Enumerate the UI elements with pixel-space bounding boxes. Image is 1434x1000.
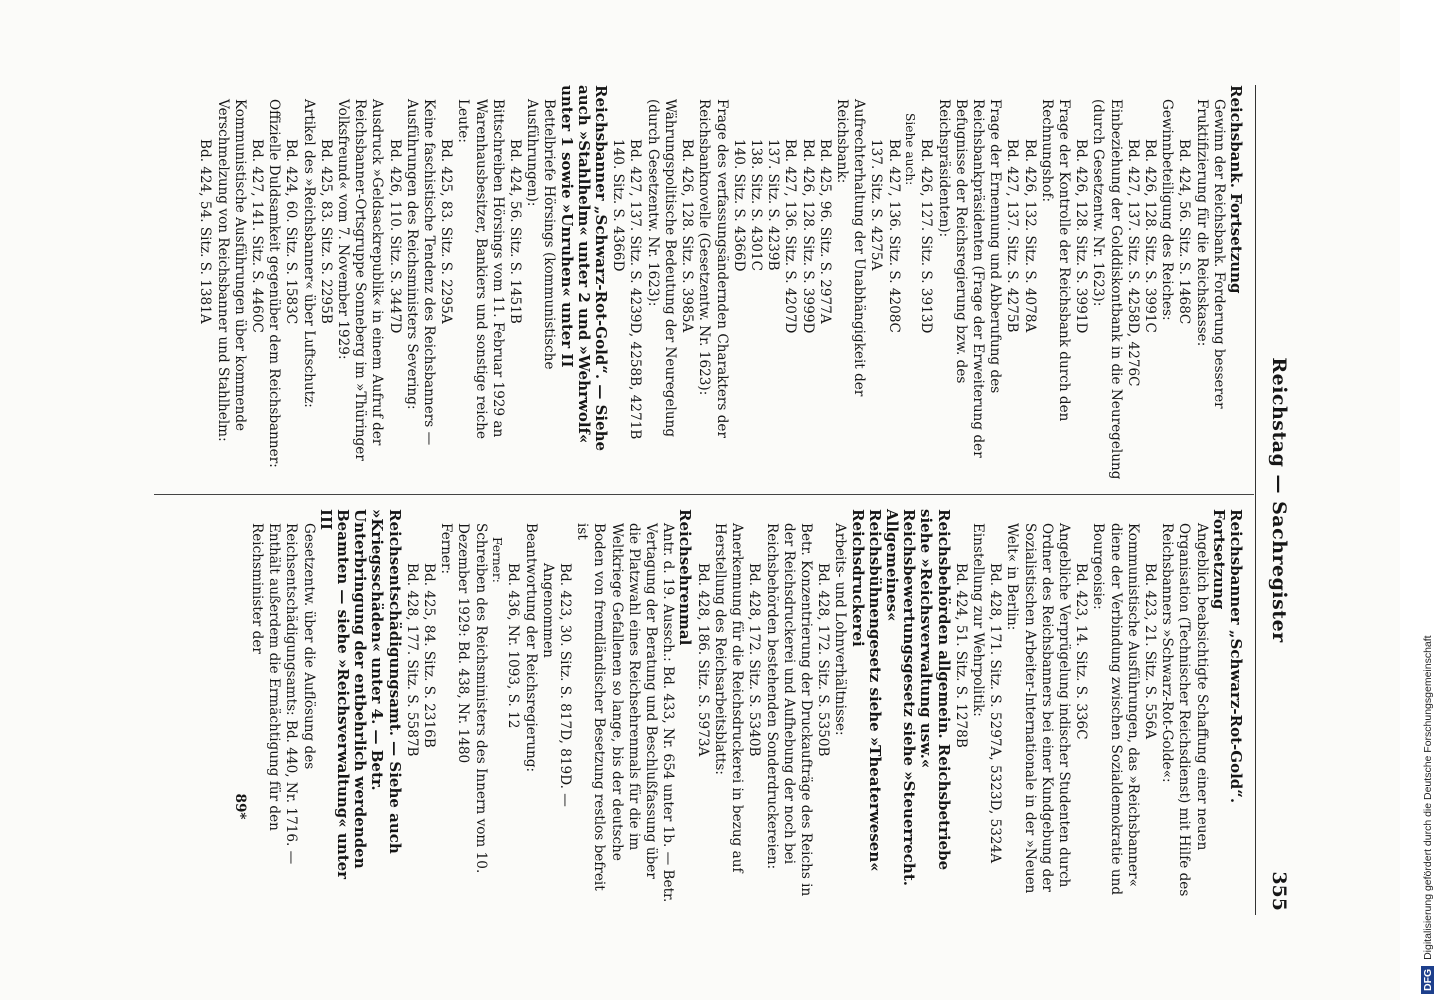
index-reference: Bd. 427, 136. Sitz. S. 4208C xyxy=(885,139,902,333)
rotated-page xyxy=(110,85,1290,915)
index-subentry: Keine faschistische Tendenz des Reichsbanners — Ausführungen des Reichsministers Severing: xyxy=(403,99,438,446)
index-reference: Bd. 424, 60. Sitz. S. 1583C xyxy=(283,139,300,325)
index-subentry: Frage der Kontrolle der Reichsbank durch den Rechnungshof: xyxy=(1038,99,1072,422)
index-reference: Bd. 425, 96. Sitz. S. 2977A xyxy=(816,139,833,324)
index-reference: Bd. 426, 128. Sitz. S. 3991C xyxy=(1141,139,1158,333)
header-rule xyxy=(1255,85,1256,915)
index-reference: 137. Sitz. S. 4239B xyxy=(765,139,782,271)
footer-mark: 89* xyxy=(231,793,248,820)
credit-text: Digitalisierung gefördert durch die Deutsche Forschungsgemeinschaft xyxy=(1422,635,1434,960)
index-reference: Bd. 424, 56. Sitz. S. 1468C xyxy=(1176,139,1193,325)
index-reference: Bd. 425, 83. Sitz. S. 2295A xyxy=(438,139,455,324)
index-subentry: Betr. Konzentrierung der Druckaufträge des Reichs in der Reichsdruckerei und Aufhebung der noch bei Reichsbehörden bestehenden Sonderdruckereien: xyxy=(763,523,814,897)
index-subentry: Antr. d. 19. Aussch.: Bd. 433, Nr. 654 unter 1b. — Betr. Vertagung der Beratung und Beschlußfassung über die Platzwahl eines Reichsehrenmals für die im Weltkriege Gefallenen so lange, bis der deutsche Boden von fremdländischer Besetzung restlos befreit ist xyxy=(574,523,677,903)
left-column xyxy=(196,85,1244,480)
index-subentry: Arbeits- und Lohnverhältnisse: xyxy=(832,523,849,736)
index-heading: Reichsbewertungsgesetz siehe »Steuerrecht. Allgemeines« xyxy=(882,509,919,886)
index-subentry: Einbeziehung der Golddiskontbank in die Neuregelung (durch Gesetzentw. Nr. 1623): xyxy=(1090,99,1124,480)
right-column xyxy=(231,509,1244,904)
index-reference: Bd. 423, 21. Sitz. S. 556A xyxy=(1141,563,1158,740)
index-reference: Bd. 427, 136. Sitz. S. 4207D xyxy=(782,139,799,334)
index-reference: Bd. 423, 14. Sitz. S. 336C xyxy=(1073,563,1090,740)
index-reference: Bd. 424, 54. Sitz. S. 1381A xyxy=(197,139,214,324)
index-subentry: Einstellung zur Wehrpolitik: xyxy=(969,523,986,717)
index-reference: Bd. 425, 84. Sitz. S. 2316B xyxy=(421,563,438,748)
index-subentry: Frage des verfassungsändernden Charakters der Reichsbanknovelle (Gesetzentw. Nr. 1623): xyxy=(696,99,730,438)
index-subentry: Kommunistische Ausführungen, das »Reichsbanner« diene der Verbindung zwischen Sozialdemokratie und Bourgeoisie: xyxy=(1090,523,1141,896)
index-reference: Bd. 426, 110. Sitz. S. 3447D xyxy=(386,139,403,334)
index-subentry: Ausdruck »Geldsackrepublik« in einem Aufruf der Reichsbanner-Ortsgruppe Sonneberg im »Thüringer Volksfreund« vom 7. November 1929: xyxy=(335,99,386,461)
index-subentry: Bettelbriefe Hörsings (kommunistische Ausführungen): xyxy=(524,99,558,370)
index-heading: Reichsdruckerei xyxy=(848,509,867,647)
index-subentry: Offizielle Duldsamkeit gegenüber dem Reichsbanner: xyxy=(266,99,283,468)
index-subentry: Aufrechterhaltung der Unabhängigkeit der Reichsbank: xyxy=(833,99,868,397)
index-heading: Reichsehrenmal xyxy=(676,509,695,646)
index-heading: Reichsbank. Fortsetzung xyxy=(1227,85,1245,294)
index-subentry: Angeblich beabsichtigte Schaffung einer neuen Organisation (Technischer Reichsdienst) mit Hilfe des Reichsbanners »Schwarz-Rot-Golde«: xyxy=(1159,523,1210,897)
index-subentry: Bittschreiben Hörsings vom 11. Februar 1929 an Warenhausbesitzer, Bankiers und sonstige reiche Leute: xyxy=(455,99,506,440)
dfg-logo: DFG xyxy=(1421,966,1434,994)
page-header xyxy=(1264,85,1290,915)
index-subentry: Beantwortung der Reichsregierung: xyxy=(522,523,539,773)
index-subentry: Artikel des »Reichsbanner« über Luftschutz: xyxy=(300,99,317,408)
index-reference: Bd. 426, 128. Sitz. S. 3991D xyxy=(1073,139,1090,334)
index-subentry: Kommunistische Ausführungen über kommende Verschmelzung von Reichsbanner und Stahlhelm: xyxy=(214,99,248,442)
index-reference: Bd. 427, 137. Sitz. S. 4275B xyxy=(1004,139,1021,333)
index-subentry: Ferner: xyxy=(490,537,505,583)
index-subentry: Gesetzentw. über die Auflösung des Reichsentschädigungsamts: Bd. 440, Nr. 1716. — Enthält außerdem die Ermächtigung für den Reichsminister der xyxy=(249,523,317,865)
index-reference: Bd. 424, 56. Sitz. S. 1451B xyxy=(507,139,524,324)
index-subentry: Siehe auch: xyxy=(903,113,918,186)
index-reference: Bd. 426, 127. Sitz. S. 3913D xyxy=(918,139,935,334)
index-subentry: Ferner: xyxy=(438,523,455,575)
index-reference: 140. Sitz. S. 4366D xyxy=(730,139,747,272)
index-heading: Reichsbanner „Schwarz-Rot-Gold“. — Siehe auch »Stahlhelm« unter 2 und »Wehrwolf« unter 1 sowie »Unruhen« unter II xyxy=(557,85,611,452)
index-reference: Bd. 423, 30. Sitz. S. 817D, 819D. — Angenommen xyxy=(539,563,574,807)
credit-text-line xyxy=(1421,6,1434,994)
index-reference: Bd. 426, 128. Sitz. S. 3999D xyxy=(799,139,816,334)
index-reference: Bd. 427, 137. Sitz. S. 4258D, 4276C xyxy=(1124,139,1141,387)
index-heading: Reichsbehörden allgemein. Reichsbetriebe siehe »Reichsverwaltung usw.« xyxy=(917,509,953,871)
index-reference: Bd. 426, 132. Sitz. S. 4078A xyxy=(1021,139,1038,333)
index-reference: Bd. 428, 172. Sitz. S. 5340B xyxy=(746,563,763,757)
index-reference: Bd. 428, 172. Sitz. S. 5350B xyxy=(815,563,832,757)
running-head: Reichstag — Sachregister xyxy=(1268,357,1290,643)
column-rule xyxy=(154,494,1254,495)
page-number: 355 xyxy=(1268,871,1290,911)
index-reference: Bd. 425, 83. Sitz. S. 2295B xyxy=(317,139,334,324)
index-subentry: Anerkennung für die Reichsdruckerei in bezug auf Herstellung des Reichsarbeitsblatts: xyxy=(711,523,746,873)
index-heading: Reichsbühnengesetz siehe »Theaterwesen« xyxy=(865,509,884,872)
index-reference: Bd. 427, 141. Sitz. S. 4460C xyxy=(249,139,266,333)
index-subentry: Frage der Ernennung und Abberufung des Reichsbankpräsidenten (Frage der Erweiterung der Befugnisse der Reichsregierung bzw. des Reichspräsidenten): xyxy=(935,99,1004,458)
index-subentry: Währungspolitische Bedeutung der Neuregelung (durch Gesetzentw. Nr. 1623): xyxy=(644,99,678,438)
index-reference: 138. Sitz. S. 4301C xyxy=(747,139,764,271)
index-subentry: Gewinn der Reichsbank. Forderung besserer Fruktifizierung für die Reichskasse: xyxy=(1193,99,1227,409)
index-reference: 140. Sitz. S. 4366D xyxy=(610,139,627,272)
index-heading: Reichsbanner „Schwarz-Rot-Gold“. Fortsetzung xyxy=(1209,509,1245,804)
index-subentry: Gewinnbeteiligung des Reiches: xyxy=(1159,99,1176,321)
credit-strip xyxy=(1421,6,1434,994)
index-heading: Reichsentschädigungsamt. — Siehe auch »Kriegsschäden« unter 4. — Betr. Unterbringung der entbehrlich werdenden Beamten — siehe »Reichsverwaltung« unter III xyxy=(316,509,404,880)
index-subentry: Angebliche Verprügelung indischer Studenten durch Ordner des Reichsbanners bei einer Kundgebung der Sozialistischen Arbeiter-Internationale in der »Neuen Welt« in Berlin: xyxy=(1004,523,1072,894)
index-reference: Bd. 428, 171. Sitz. S. 5297A, 5323D, 5324A xyxy=(987,563,1004,864)
index-subentry: Schreiben des Reichsministers des Innern vom 10. Dezember 1929: Bd. 438, Nr. 1480 xyxy=(455,523,489,874)
index-reference: Bd. 428, 186. Sitz. S. 5973A xyxy=(694,563,711,757)
index-reference: 137. Sitz. S. 4275A xyxy=(868,139,885,271)
index-reference: Bd. 427, 137. Sitz. S. 4239D, 4258B, 4271B xyxy=(627,139,644,440)
index-reference: Bd. 428, 177. Sitz. S. 5587B xyxy=(403,563,420,757)
index-reference: Bd. 424, 51. Sitz. S. 1278B xyxy=(952,563,969,748)
index-reference: Bd. 426, 128. Sitz. S. 3985A xyxy=(679,139,696,333)
index-reference: Bd. 436, Nr. 1093, S. 12 xyxy=(505,563,522,729)
